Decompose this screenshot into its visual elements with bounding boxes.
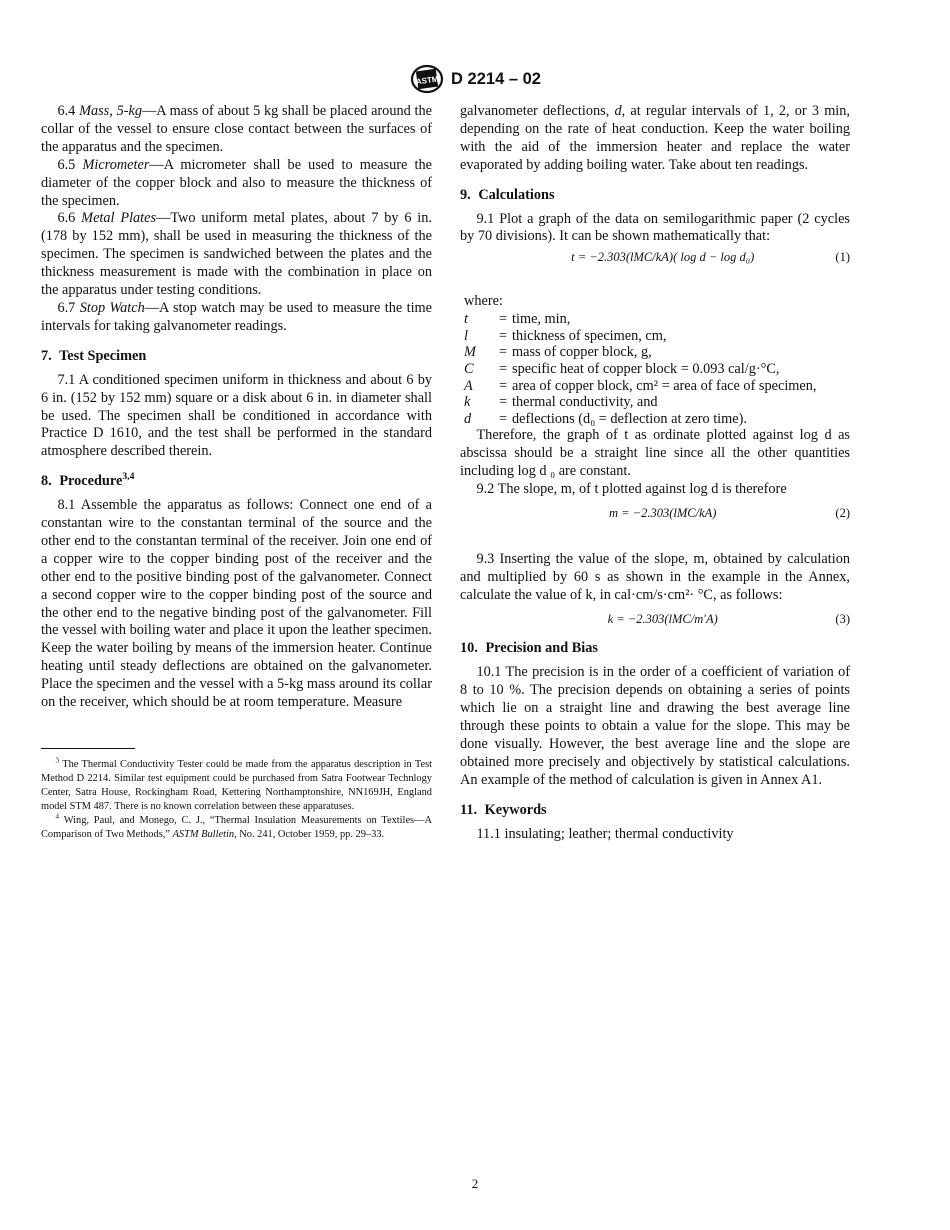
section-10-1: 10.1 The precision is in the order of a coefficient of variation of 8 to 10 %. The precision depends on obtaining a series of points which lie on a straight line and drawing the best average line through these points to obtain a value for the slope. This may be done visually. However, the best average line and the slope are obtained more precisely and objectively by statistical calculations. An example of the method of calculation is given in Annex A1. bbox=[460, 664, 850, 788]
section-8-1-continued: galvanometer deflections, d, at regular intervals of 1, 2, or 3 min, depending on the rate of heat conduction. Keep the water boiling with the aid of the immersion heater and replace the water evaporated by adding boiling water. Take about ten readings. bbox=[460, 103, 851, 173]
where-row bbox=[464, 328, 850, 345]
heading-precision-and-bias: 10. Precision and Bias bbox=[460, 640, 598, 657]
where-definition: area of copper block, cm² = area of face of specimen, bbox=[512, 377, 817, 394]
where-symbol: l bbox=[464, 327, 468, 344]
equation-2-number: (2) bbox=[835, 505, 850, 520]
where-equals: = bbox=[498, 311, 508, 328]
where-row bbox=[464, 344, 850, 361]
document-id: D 2214 – 02 bbox=[451, 69, 541, 88]
footnotes bbox=[41, 758, 432, 842]
equation-2-formula: m = −2.303(lMC/kA) bbox=[608, 505, 717, 520]
where-list bbox=[464, 311, 850, 427]
where-symbol: d bbox=[464, 410, 472, 427]
section-8-1: 8.1 Assemble the apparatus as follows: Connect one end of a constantan wire to the constantan terminal of the source and the other end to the constantan terminal of the receiver. Join one end of a copper wire to the copper binding post of the receiver and the other end to the positive binding post of the galvanometer. Connect a second copper wire to the copper binding post of the source and the other end to the negative binding post of the galvanometer. Fill the vessel with boiling water and place it upon the leather specimen. Keep the water boiling by means of the immersion heater. Continue heating until steady deflections are obtained on the galvanometer. Place the specimen and the vessel with a 5-kg mass around its collar on the receiver, which should be at room temperature. Measure bbox=[41, 497, 432, 711]
footnote-3: $^3$ The Thermal Conductivity Tester could be made from the apparatus description in Test Method D 2214. Similar test equipment could be purchased from Satra Footwear Technlogy Center, Satra House, Rockingham Road, Kettering Northamptonshire, NN169JH, England model STM 487. There is no known correlation between these apparatuses. bbox=[41, 756, 432, 812]
page-number: 2 bbox=[471, 1176, 479, 1191]
page-header bbox=[0, 64, 950, 94]
where-equals: = bbox=[498, 327, 508, 344]
equation-1-formula: t = −2.303(lMC/kA)( log d − log d₀) bbox=[571, 250, 755, 265]
where-symbol: A bbox=[464, 377, 473, 394]
where-symbol: C bbox=[464, 360, 474, 377]
where-symbol: t bbox=[464, 311, 468, 328]
where-label: where: bbox=[464, 293, 503, 310]
where-row bbox=[464, 378, 850, 395]
equation-3-number: (3) bbox=[835, 611, 850, 626]
heading-keywords: 11. Keywords bbox=[460, 801, 547, 818]
variable-definitions bbox=[464, 293, 850, 427]
where-symbol: k bbox=[464, 394, 471, 411]
logo-text: ASTM bbox=[415, 74, 440, 87]
where-equals: = bbox=[498, 377, 508, 394]
where-row bbox=[464, 411, 850, 428]
where-definition: time, min, bbox=[512, 311, 571, 328]
where-equals: = bbox=[498, 394, 508, 411]
where-definition: thermal conductivity, and bbox=[512, 394, 658, 411]
section-9-2: 9.2 The slope, m, of t plotted against log d is therefore bbox=[476, 481, 787, 498]
equation-2 bbox=[460, 505, 850, 523]
heading-procedure: 8. Procedure$^{3,4}$ bbox=[41, 471, 135, 490]
where-definition: thickness of specimen, cm, bbox=[512, 327, 667, 344]
where-definition: mass of copper block, g, bbox=[512, 344, 652, 361]
section-11-1: 11.1 insulating; leather; thermal conductivity bbox=[476, 825, 734, 842]
heading-calculations: 9. Calculations bbox=[460, 186, 555, 203]
heading-test-specimen: 7. Test Specimen bbox=[41, 347, 147, 364]
section-6-5: 6.5 Micrometer—A micrometer shall be used to measure the diameter of the copper block and also to measure the thickness of the specimen. bbox=[41, 156, 432, 209]
section-6-6: 6.6 Metal Plates—Two uniform metal plates, about 7 by 6 in. (178 by 152 mm), shall be used in measuring the thickness of the specimen. The specimen is sandwiched between the plates and the thickness measurement is made with the combination in place on the apparatus under testing conditions. bbox=[41, 210, 433, 299]
where-equals: = bbox=[498, 360, 508, 377]
where-row bbox=[464, 361, 850, 378]
equation-3-formula: k = −2.303(lMC/m′A) bbox=[607, 611, 718, 626]
paragraph-therefore: Therefore, the graph of t as ordinate plotted against log d as abscissa should be a straight line since all the other quantities including log d ₀ are constant. bbox=[460, 427, 850, 480]
section-7-1: 7.1 A conditioned specimen uniform in thickness and about 6 by 6 in. (152 by 152 mm) square or a disk about 6 in. in diameter shall be used. The specimen shall be conditioned in accordance with Practice D 1610, and the test shall be performed in the standard atmosphere described therein. bbox=[41, 371, 432, 460]
equation-1 bbox=[460, 249, 850, 267]
where-equals: = bbox=[498, 344, 508, 361]
where-row bbox=[464, 394, 850, 411]
where-definition: deflections (d₀ = deflection at zero time). bbox=[512, 410, 747, 427]
left-column bbox=[41, 103, 432, 712]
where-row bbox=[464, 311, 850, 328]
where-equals: = bbox=[498, 410, 508, 427]
equation-1-number: (1) bbox=[835, 250, 850, 265]
footnote-4: $^4$ Wing, Paul, and Monego, C. J., “Thermal Insulation Measurements on Textiles—A Comparison of Two Methods,” ASTM Bulletin, No. 241, October 1959, pp. 29–33. bbox=[41, 812, 432, 840]
where-symbol: M bbox=[464, 344, 476, 361]
equation-3 bbox=[460, 611, 850, 629]
right-column bbox=[460, 103, 850, 844]
section-9-1: 9.1 Plot a graph of the data on semilogarithmic paper (2 cycles by 70 divisions). It can be shown mathematically that: bbox=[460, 210, 850, 245]
astm-logo-icon bbox=[409, 64, 445, 94]
footnote-rule bbox=[41, 748, 135, 749]
section-6-4: 6.4 Mass, 5-kg—A mass of about 5 kg shall be placed around the collar of the vessel to ensure close contact between the surfaces of the apparatus and the specimen. bbox=[41, 103, 432, 155]
section-9-3: 9.3 Inserting the value of the slope, m, obtained by calculation and multiplied by 60 s as shown in the example in the Annex, calculate the value of k, in cal·cm/s·cm²· °C, as follows: bbox=[460, 550, 850, 603]
where-definition: specific heat of copper block = 0.093 cal/g·°C, bbox=[512, 360, 780, 377]
section-6-7: 6.7 Stop Watch—A stop watch may be used to measure the time intervals for taking galvanometer readings. bbox=[41, 299, 433, 334]
